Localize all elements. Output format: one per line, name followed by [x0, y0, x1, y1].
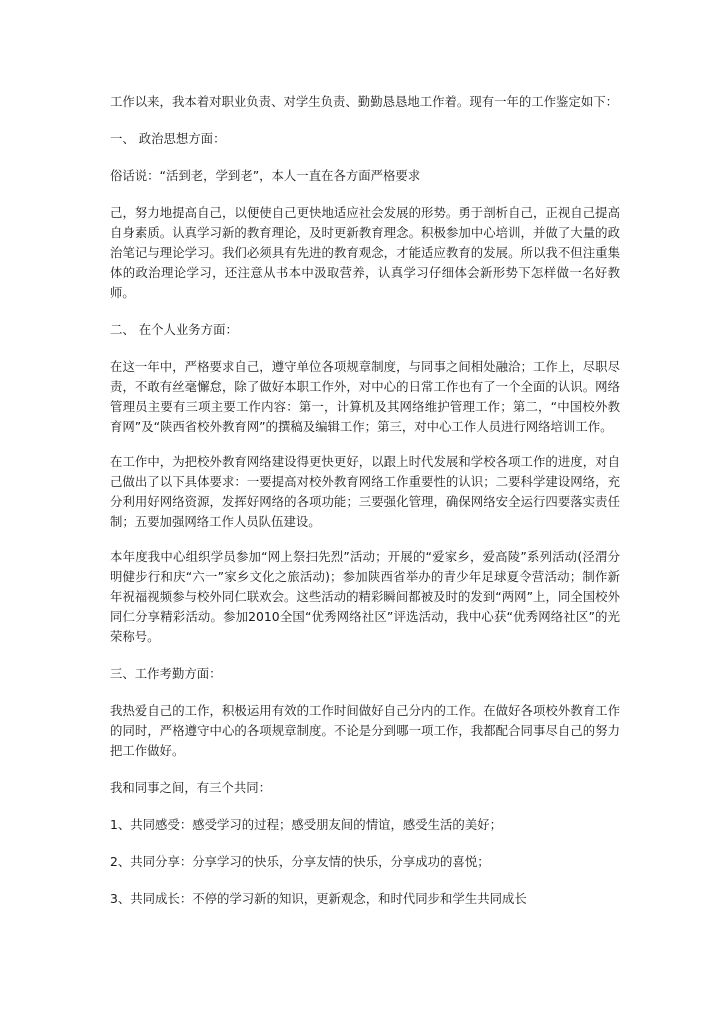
list-item-common-grow: 3、共同成长：不停的学习新的知识，更新观念，和时代同步和学生共同成长 — [110, 891, 527, 906]
section-heading-politics: 一、 政治思想方面： — [110, 131, 226, 146]
paragraph-intro: 工作以来，我本着对职业负责、对学生负责、勤勤恳恳地工作着。现有一年的工作鉴定如下： — [110, 94, 619, 109]
paragraph-attendance: 我热爱自己的工作，积极运用有效的工作时间做好自己分内的工作。在做好各项校外教育工作的同时，严格遵守中心的各项规章制度。不论是分到哪一项工作，我都配合同事尽自己的努力把工作做好。 — [110, 703, 620, 758]
paragraph-saying: 俗话说：“活到老，学到老”，本人一直在各方面严格要求 — [110, 168, 421, 183]
section-heading-attendance: 三、工作考勤方面： — [110, 666, 222, 681]
paragraph-three-commons: 我和同事之间，有三个共同： — [110, 780, 272, 795]
paragraph-business-3: 本年度我中心组织学员参加“网上祭扫先烈”活动；开展的“爱家乡，爱高陵”系列活动(泾渭分明健步行和庆“六一”家乡文化之旅活动)；参加陕西省举办的青少年足球夏令营活动；制作新年祝福视频参与校外同仁联欢会。这些活动的精彩瞬间都被及时的发到“两网”上，同全国校外同仁分享精彩活动。参加2010全国“优秀网络社区”评选活动，我中心获“优秀网络社区”的光荣称号。 — [110, 549, 620, 644]
list-item-common-feel: 1、共同感受：感受学习的过程；感受朋友间的情谊，感受生活的美好； — [110, 817, 502, 832]
document-page — [110, 92, 620, 909]
list-item-common-share: 2、共同分享：分享学习的快乐，分享友情的快乐，分享成功的喜悦； — [110, 854, 490, 869]
paragraph-business-2: 在工作中，为把校外教育网络建设得更快更好，以跟上时代发展和学校各项工作的进度，对自己做出了以下具体要求：一要提高对校外教育网络工作重要性的认识；二要科学建设网络，充分利用好网络资源，发挥好网络的各项功能；三要强化管理，确保网络安全运行四要落实责任制；五要加强网络工作人员队伍建设。 — [110, 454, 620, 529]
paragraph-politics-body: 己，努力地提高自己，以便使自己更快地适应社会发展的形势。勇于剖析自己，正视自己提高自身素质。认真学习新的教育理论，及时更新教育理念。积极参加中心培训，并做了大量的政治笔记与理论学习。我们必须具有先进的教育观念，才能适应教育的发展。所以我不但注重集体的政治理论学习，还注意从书本中汲取营养，认真学习仔细体会新形势下怎样做一名好教师。 — [110, 205, 620, 300]
paragraph-business-1: 在这一年中，严格要求自己，遵守单位各项规章制度，与同事之间相处融洽；工作上，尽职尽责，不敢有丝毫懈怠，除了做好本职工作外，对中心的日常工作也有了一个全面的认识。网络管理员主要有三项主要工作内容：第一，计算机及其网络维护管理工作；第二，“中国校外教育网”及“陕西省校外教育网”的撰稿及编辑工作；第三，对中心工作人员进行网络培训工作。 — [110, 359, 620, 434]
section-heading-business: 二、 在个人业务方面： — [110, 322, 238, 337]
